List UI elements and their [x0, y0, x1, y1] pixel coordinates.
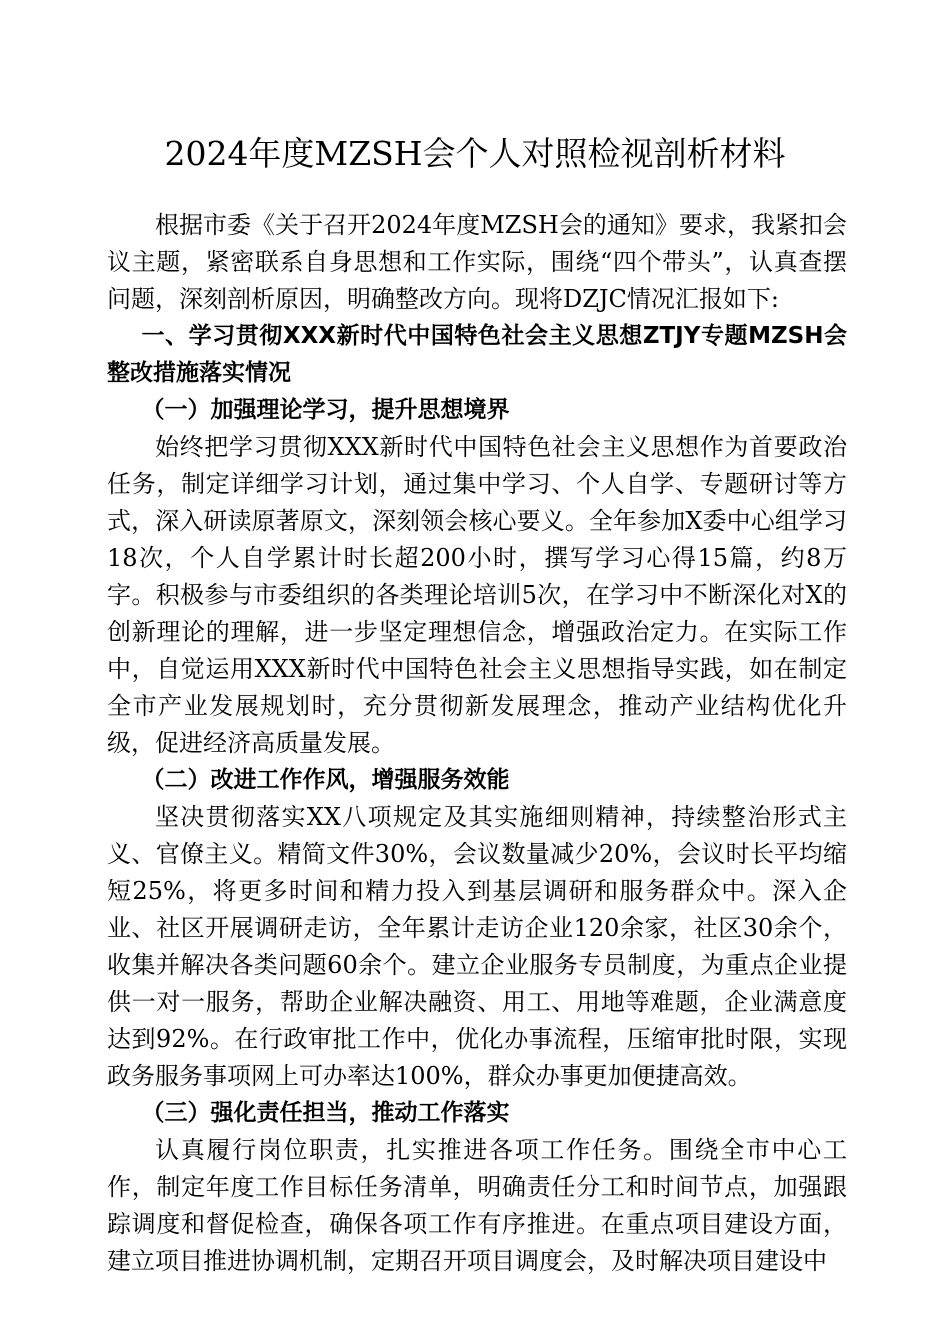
intro-paragraph: 根据市委《关于召开2024年度MZSH会的通知》要求，我紧扣会议主题，紧密联系自身思想和工作实际，围绕“四个带头”，认真查摆问题，深刻剖析原因，明确整改方向。现将DZJC情况汇报如下: [107, 211, 847, 313]
subsection-heading-2: （二）改进工作作风，增强服务效能 [141, 767, 510, 793]
document-body [107, 207, 847, 1280]
document-title: 2024年度MZSH会个人对照检视剖析材料 [164, 134, 786, 173]
subsection-body-2: 坚决贯彻落实XX八项规定及其实施细则精神，持续整治形式主义、官僚主义。精简文件30%，会议数量减少20%，会议时长平均缩短25%，将更多时间和精力投入到基层调研和服务群众中。深入企业、社区开展调研走访，全年累计走访企业120余家，社区30余个，收集并解决各类问题60余个。建立企业服务专员制度，为重点企业提供一对一服务，帮助企业解决融资、用工、用地等难题，企业满意度达到92%。在行政审批工作中，优化办事流程，压缩审批时限，实现政务服务事项网上可办率达100%，群众办事更加便捷高效。 [107, 803, 847, 1090]
subsection-heading-1: （一）加强理论学习，提升思想境界 [141, 397, 510, 423]
subsection-heading-3: （三）强化责任担当，推动工作落实 [141, 1100, 510, 1126]
section-heading-1: 一、学习贯彻XXX新时代中国特色社会主义思想ZTJY专题MZSH会整改措施落实情况 [107, 323, 847, 386]
subsection-body-1: 始终把学习贯彻XXX新时代中国特色社会主义思想作为首要政治任务，制定详细学习计划，通过集中学习、个人自学、专题研讨等方式，深入研读原著原文，深刻领会核心要义。全年参加X委中心组学习18次，个人自学累计时长超200小时，撰写学习心得15篇，约8万字。积极参与市委组织的各类理论培训5次，在学习中不断深化对X的创新理论的理解，进一步坚定理想信念，增强政治定力。在实际工作中，自觉运用XXX新时代中国特色社会主义思想指导实践，如在制定全市产业发展规划时，充分贯彻新发展理念，推动产业结构优化升级，促进经济高质量发展。 [107, 433, 847, 757]
subsection-body-3: 认真履行岗位职责，扎实推进各项工作任务。围绕全市中心工作，制定年度工作目标任务清单，明确责任分工和时间节点，加强跟踪调度和督促检查，确保各项工作有序推进。在重点项目建设方面，建立项目推进协调机制，定期召开项目调度会，及时解决项目建设中 [107, 1136, 847, 1275]
